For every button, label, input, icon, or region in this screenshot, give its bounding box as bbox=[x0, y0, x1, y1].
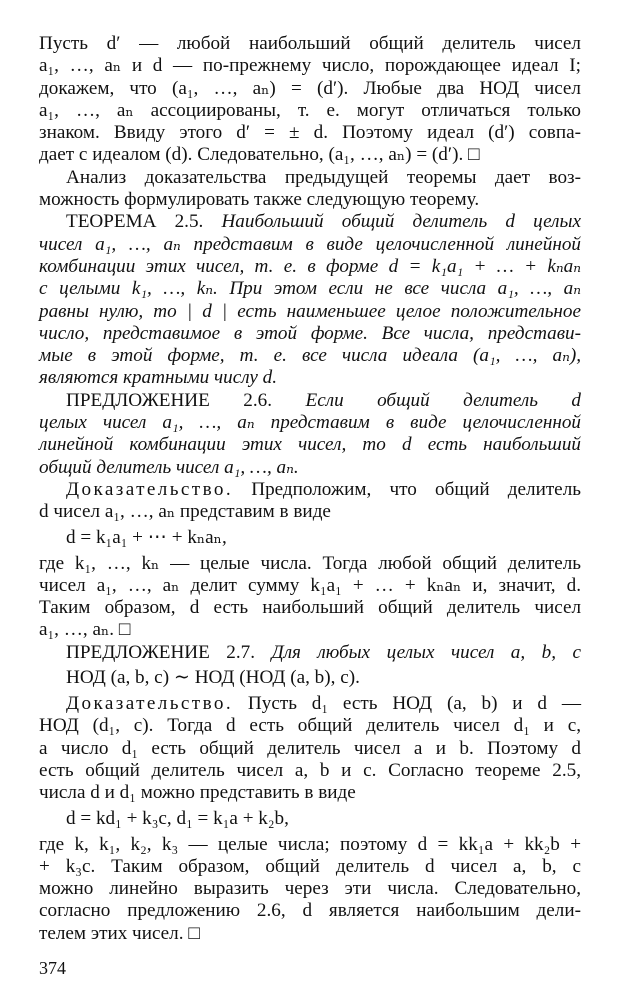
proposition-heading-line bbox=[66, 642, 581, 664]
text-line: a₁, …, aₙ ассоциированы, т. е. могут отличаться только bbox=[39, 99, 581, 121]
text-line: a₁, …, aₙ и d — по-прежнему число, порождающее идеал I; bbox=[39, 55, 581, 77]
theorem-text: Наибольший общий делитель d целых bbox=[221, 211, 581, 233]
formula: НОД (a, b, c) ∼ НОД (НОД (a, b), c). bbox=[66, 667, 360, 689]
text-line: можность формулировать также следующую теорему. bbox=[39, 189, 480, 211]
formula: d = kd₁ + k₃c, d₁ = k₁a + k₂b, bbox=[66, 807, 289, 829]
proposition-label: ПРЕДЛОЖЕНИЕ 2.6. bbox=[66, 389, 273, 411]
proof-line: d чисел a₁, …, aₙ представим в виде bbox=[39, 501, 331, 523]
proof-line: согласно предложению 2.6, d является наибольшим дели- bbox=[39, 900, 581, 922]
proof-line: а число d₁ есть общий делитель чисел a и b. Поэтому d bbox=[39, 737, 581, 759]
proof-line: Таким образом, d есть наибольший общий делитель чисел bbox=[39, 597, 581, 619]
text-line: знаком. Ввиду этого d′ = ± d. Поэтому идеал (d′) совпа- bbox=[39, 122, 581, 144]
proof-line: + k₃c. Таким образом, общий делитель d чисел a, b, c bbox=[39, 855, 581, 877]
proposition-text: Для любых целых чисел a, b, c bbox=[271, 641, 581, 663]
proposition-heading-line bbox=[66, 390, 581, 412]
proposition-label: ПРЕДЛОЖЕНИЕ 2.7. bbox=[66, 641, 256, 663]
formula: d = k₁a₁ + ⋯ + kₙaₙ, bbox=[66, 526, 227, 548]
text-line: докажем, что (a₁, …, aₙ) = (d′). Любые два НОД чисел bbox=[39, 77, 581, 99]
proof-line: можно линейно выразить через эти числа. Следовательно, bbox=[39, 878, 581, 900]
proof-line: числа d и d₁ можно представить в виде bbox=[39, 782, 356, 804]
proof-heading-line bbox=[66, 693, 581, 715]
proposition-line: целых чисел a₁, …, aₙ представим в виде целочисленной bbox=[39, 412, 581, 434]
text-line: Пусть d′ — любой наибольший общий делитель чисел bbox=[39, 33, 581, 54]
theorem-line: являются кратными числу d. bbox=[39, 367, 278, 389]
proof-line: где k, k₁, k₂, k₃ — целые числа; поэтому d = kk₁a + kk₂b + bbox=[39, 833, 581, 855]
theorem-label: ТЕОРЕМА 2.5. bbox=[66, 211, 204, 233]
proposition-line: общий делитель чисел a₁, …, aₙ. bbox=[39, 456, 299, 478]
theorem-line: равны нулю, то | d | есть наименьшее целое положительное bbox=[39, 300, 581, 322]
proposition-line: линейной комбинации этих чисел, то d есть наибольший bbox=[39, 434, 581, 456]
theorem-heading-line bbox=[66, 211, 581, 233]
page-number: 374 bbox=[39, 958, 66, 978]
proof-line: телем этих чисел. □ bbox=[39, 922, 200, 944]
theorem-line: число, представимое в этой форме. Все числа, представи- bbox=[39, 322, 581, 344]
proof-label: Доказательство. bbox=[66, 478, 234, 500]
proof-line: НОД (d₁, c). Тогда d есть общий делитель чисел d₁ и c, bbox=[39, 715, 581, 737]
theorem-line: комбинации этих чисел, т. е. в форме d = k₁a₁ + … + kₙaₙ bbox=[39, 255, 581, 277]
proof-label: Доказательство. bbox=[66, 693, 234, 715]
theorem-line: мые в этой форме, т. е. все числа идеала (a₁, …, aₙ), bbox=[39, 345, 581, 367]
proof-text: Пусть d₁ есть НОД (a, b) и d — bbox=[247, 693, 581, 715]
proof-line: a₁, …, aₙ. □ bbox=[39, 619, 131, 641]
text-line: Анализ доказательства предыдущей теоремы дает воз- bbox=[66, 166, 581, 188]
proof-heading-line bbox=[66, 479, 581, 501]
theorem-line: чисел a₁, …, aₙ представим в виде целочисленной линейной bbox=[39, 233, 581, 255]
theorem-line: с целыми k₁, …, kₙ. При этом если не все числа a₁, …, aₙ bbox=[39, 278, 581, 300]
text-line: дает с идеалом (d). Следовательно, (a₁, …, aₙ) = (d′). □ bbox=[39, 144, 480, 166]
proof-text: Предположим, что общий делитель bbox=[251, 478, 581, 500]
proof-line: где k₁, …, kₙ — целые числа. Тогда любой общий делитель bbox=[39, 552, 581, 574]
proof-line: чисел a₁, …, aₙ делит сумму k₁a₁ + … + kₙaₙ и, значит, d. bbox=[39, 574, 581, 596]
proposition-text: Если общий делитель d bbox=[305, 389, 581, 411]
proof-line: есть общий делитель чисел a, b и c. Согласно теореме 2.5, bbox=[39, 759, 581, 781]
